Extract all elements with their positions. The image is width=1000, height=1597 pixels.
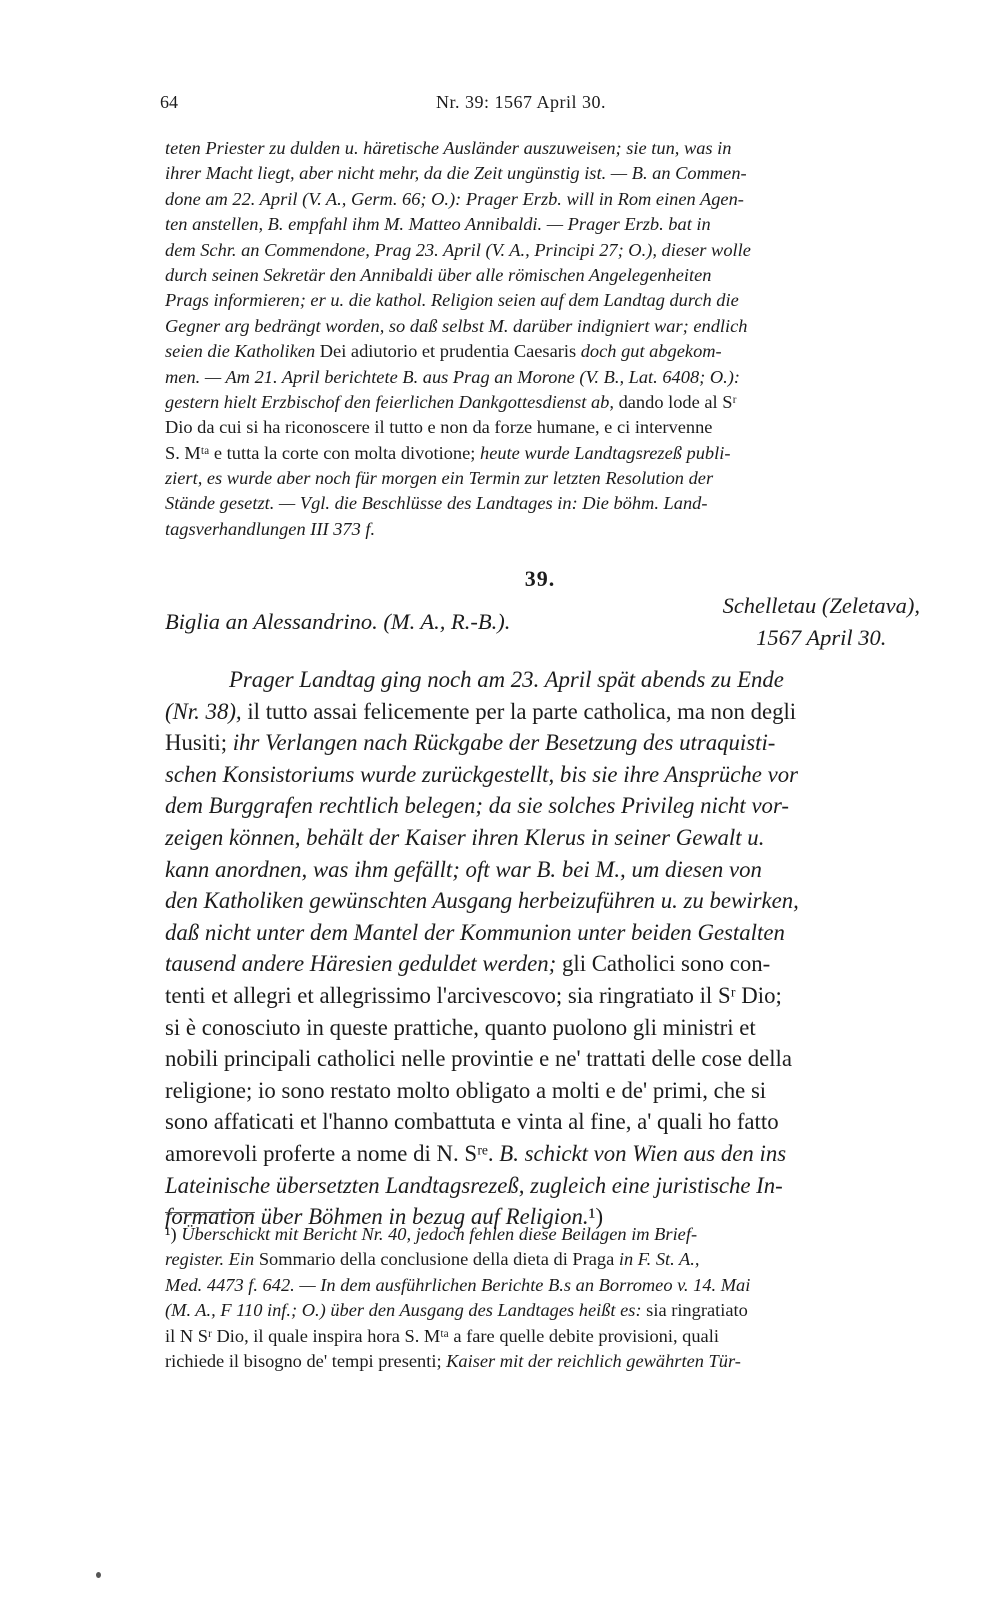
italic-text-run: heute wurde Landtagsrezeß publi- <box>480 442 731 463</box>
body-line <box>165 822 925 854</box>
body-line <box>165 696 925 728</box>
roman-text-run: Husiti; <box>165 730 233 756</box>
body-line <box>165 980 925 1012</box>
intro-line <box>165 136 917 161</box>
italic-text-run: dem Schr. an Commendone, Prag 23. April (V. A., Principi 27; O.), dieser wolle <box>165 239 751 260</box>
roman-text-run: sia ringratiato <box>641 1300 748 1321</box>
intro-line <box>165 339 917 364</box>
roman-text-run: il N Sʳ Dio, il quale inspira hora S. Mᵗᵃ a fare quelle debite provisioni, quali <box>165 1325 719 1346</box>
italic-text-run: ihrer Macht liegt, aber nicht mehr, da die Zeit ungünstig ist. — B. an Commen- <box>165 163 747 184</box>
body-line <box>165 1106 925 1138</box>
roman-text-run: ¹) <box>588 1204 604 1230</box>
footnote-line <box>165 1324 917 1349</box>
roman-text-run: Dio da cui si ha riconoscere il tutto e non da forze humane, e ci intervenne <box>165 417 713 438</box>
intro-paragraph <box>165 136 917 542</box>
document-date: 1567 April 30. <box>756 625 887 650</box>
body-line <box>165 1075 925 1107</box>
intro-line <box>165 390 917 415</box>
footnote-line <box>165 1247 917 1272</box>
footnote-divider <box>165 1212 255 1213</box>
italic-text-run: Med. 4473 f. 642. — In dem ausführlichen Berichte B.s an Borromeo v. 14. Mai <box>165 1274 751 1295</box>
italic-text-run: schen Konsistoriums wurde zurückgestellt, bis sie ihre Ansprüche vor <box>165 761 798 787</box>
document-number: 39. <box>524 566 556 591</box>
italic-text-run: Überschickt mit Bericht Nr. 40, jedoch fehlen diese Beilagen im Brief- <box>181 1224 698 1244</box>
running-head: Nr. 39: 1567 April 30. <box>436 92 607 112</box>
intro-line <box>165 314 917 339</box>
italic-text-run: dem Burggrafen rechtlich belegen; da sie solches Privileg nicht vor- <box>165 793 789 819</box>
roman-text-run: S. Mᵗᵃ e tutta la corte con molta divotione; <box>165 442 480 463</box>
roman-text-run: Sommario della conclusione della dieta di Praga <box>254 1249 619 1270</box>
italic-text-run: ihr Verlangen nach Rückgabe der Besetzung des utraquisti- <box>232 730 776 756</box>
intro-line <box>165 187 917 212</box>
intro-line <box>165 212 917 237</box>
italic-text-run: done am 22. April (V. A., Germ. 66; O.): Prager Erzb. will in Rom einen Agen- <box>165 188 744 209</box>
roman-text-run: si è conosciuto in queste prattiche, quanto puolono gli ministri et <box>165 1014 756 1040</box>
footnote-block <box>165 1222 917 1374</box>
body-line <box>165 1043 925 1075</box>
roman-text-run: nobili principali catholici nelle provintie e ne' trattati delle cose della <box>165 1046 792 1072</box>
intro-line <box>165 466 917 491</box>
page-number: 64 <box>160 92 178 112</box>
intro-line <box>165 263 917 288</box>
italic-text-run: Gegner arg bedrängt worden, so daß selbst M. darüber indigniert war; endlich <box>165 315 748 336</box>
main-paragraph <box>165 664 925 1233</box>
roman-text-run: religione; io sono restato molto obligato a molti e de' primi, che si <box>165 1077 767 1103</box>
body-line <box>165 664 925 696</box>
italic-text-run: (M. A., F 110 inf.; O.) über den Ausgang des Landtages heißt es: <box>165 1300 642 1321</box>
body-line <box>165 948 925 980</box>
italic-text-run: seien die Katholiken <box>165 341 316 362</box>
italic-text-run: doch gut abgekom- <box>580 341 722 362</box>
body-line <box>165 1138 925 1170</box>
body-line <box>165 1170 925 1202</box>
body-line <box>165 917 925 949</box>
body-line <box>165 727 925 759</box>
roman-text-run: gli Catholici sono con- <box>556 951 771 977</box>
roman-text-run: dando lode al Sʳ <box>613 391 737 412</box>
italic-text-run: Kaiser mit der reichlich gewährten Tür- <box>446 1350 741 1371</box>
body-line <box>165 885 925 917</box>
italic-text-run: teten Priester zu dulden u. häretische Ausländer auszuweisen; sie tun, was in <box>165 138 732 158</box>
roman-text-run: il tutto assai felicemente per la parte catholica, ma non degli <box>241 698 797 724</box>
intro-line <box>165 365 917 390</box>
page-header <box>160 92 920 122</box>
italic-text-run: den Katholiken gewünschten Ausgang herbeizuführen u. zu bewirken, <box>165 888 799 914</box>
intro-line <box>165 415 917 440</box>
italic-text-run: men. — Am 21. April berichtete B. aus Prag an Morone (V. B., Lat. 6408; O.): <box>165 366 740 387</box>
roman-text-run: amorevoli proferte a nome di N. Sʳᵉ. <box>165 1140 500 1166</box>
italic-text-run: B. schickt von Wien aus den ins <box>499 1140 787 1166</box>
italic-text-run: Prager Landtag ging noch am 23. April spät abends zu Ende <box>229 667 784 692</box>
footnote-line <box>165 1349 917 1374</box>
italic-text-run: tagsverhandlungen III 373 f. <box>165 518 376 539</box>
roman-text-run: tenti et allegri et allegrissimo l'arcivescovo; sia ringratiato il Sʳ Dio; <box>165 982 782 1008</box>
intro-line <box>165 238 917 263</box>
roman-text-run: sono affaticati et l'hanno combattuta e vinta al fine, a' quali ho fatto <box>165 1109 779 1135</box>
document-place: Schelletau (Zeletava), <box>722 593 920 618</box>
italic-text-run: Lateinische übersetzten Landtagsrezeß, zugleich eine juristische In- <box>165 1172 783 1198</box>
italic-text-run: ten anstellen, B. empfahl ihm M. Matteo Annibaldi. — Prager Erzb. bat in <box>165 214 711 235</box>
intro-line <box>165 491 917 516</box>
italic-text-run: durch seinen Sekretär den Annibaldi über alle römischen Angelegenheiten <box>165 264 712 285</box>
body-line <box>165 854 925 886</box>
italic-text-run: register. Ein <box>165 1249 255 1270</box>
intro-line <box>165 288 917 313</box>
footnote-line <box>165 1273 917 1298</box>
intro-line <box>165 161 917 186</box>
footnote-line <box>165 1298 917 1323</box>
italic-text-run: Stände gesetzt. — Vgl. die Beschlüsse des Landtages in: Die böhm. Land- <box>165 493 708 514</box>
italic-text-run: gestern hielt Erzbischof den feierlichen Dankgottesdienst ab, <box>165 391 614 412</box>
print-speck <box>96 1572 101 1578</box>
body-line <box>165 759 925 791</box>
document-sender: Biglia an Alessandrino. (M. A., R.-B.). <box>165 609 511 634</box>
document-place-date <box>723 590 920 654</box>
italic-text-run: daß nicht unter dem Mantel der Kommunion unter beiden Gestalten <box>165 919 785 945</box>
italic-text-run: kann anordnen, was ihm gefällt; oft war B. bei M., um diesen von <box>165 856 762 882</box>
footnote-line <box>165 1222 917 1247</box>
intro-line <box>165 441 917 466</box>
italic-text-run: ziert, es wurde aber noch für morgen ein Termin zur letzten Resolution der <box>165 468 714 489</box>
roman-text-run: richiede il bisogno de' tempi presenti; <box>165 1350 447 1371</box>
roman-text-run: ¹) <box>165 1224 182 1244</box>
italic-text-run: formation über Böhmen in bezug auf Religion. <box>165 1204 589 1230</box>
italic-text-run: in F. St. A., <box>618 1249 700 1270</box>
roman-text-run: Dei adiutorio et prudentia Caesaris <box>315 341 581 362</box>
body-line <box>165 1012 925 1044</box>
body-line <box>165 790 925 822</box>
intro-line <box>165 517 917 542</box>
italic-text-run: Prags informieren; er u. die kathol. Religion seien auf dem Landtag durch die <box>165 290 739 311</box>
italic-text-run: zeigen können, behält der Kaiser ihren Klerus in seiner Gewalt u. <box>165 824 765 850</box>
italic-text-run: tausend andere Häresien geduldet werden; <box>165 951 557 977</box>
italic-text-run: (Nr. 38), <box>165 698 242 724</box>
